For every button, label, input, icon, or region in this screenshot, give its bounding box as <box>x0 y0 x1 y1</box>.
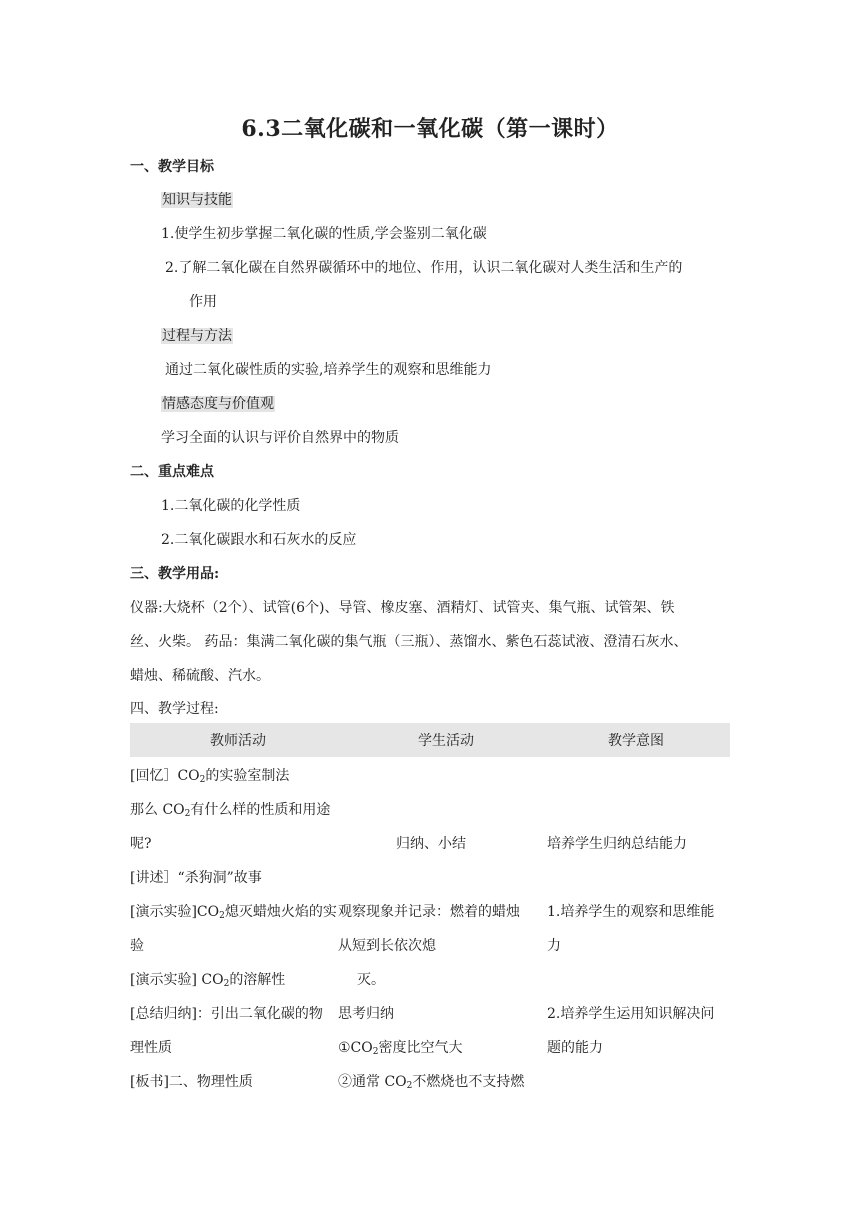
teacher-cell: [总结归纳]：引出二氧化碳的物 <box>130 1006 323 1022</box>
subheading-attitude-text: 情感态度与价值观 <box>162 396 274 412</box>
teacher-cell: 呢? <box>130 836 152 852</box>
column-header-intent: 教学意图 <box>608 733 664 749</box>
key-point-1: 1.二氧化碳的化学性质 <box>161 498 301 514</box>
subheading-knowledge-text: 知识与技能 <box>162 192 232 208</box>
teacher-cell: [演示实验]$CO_2$熄灭蜡烛火焰的实 <box>130 904 337 921</box>
subheading-process-text: 过程与方法 <box>162 328 232 344</box>
intent-cell: 2.培养学生运用知识解决问 <box>547 1006 715 1022</box>
teacher-cell: 那么 $CO_2$有什么样的性质和用途 <box>130 802 331 819</box>
student-cell: 灭。 <box>357 972 385 988</box>
section-heading-process: 四、教学过程: <box>130 701 219 717</box>
student-cell: 思考归纳 <box>338 1006 394 1022</box>
intent-cell: 题的能力 <box>547 1040 603 1056</box>
section-heading-key-points: 二、重点难点 <box>130 464 214 480</box>
student-cell: 观察现象并记录：燃着的蜡烛 <box>338 904 520 920</box>
teacher-cell: 验 <box>130 938 144 954</box>
section-heading-materials: 三、教学用品: <box>130 566 220 582</box>
student-cell: ②通常 $CO_2$不燃烧也不支持燃 <box>338 1074 525 1091</box>
subheading-attitude <box>161 394 275 414</box>
student-cell: $①CO_2$密度比空气大 <box>338 1040 463 1057</box>
attitude-item: 学习全面的认识与评价自然界中的物质 <box>161 430 399 446</box>
teacher-cell: [演示实验] $CO_2$的溶解性 <box>130 972 286 989</box>
intent-cell: 培养学生归纳总结能力 <box>547 836 687 852</box>
materials-line-1: 仪器:大烧杯（2个）、试管(6个)、导管、橡皮塞、酒精灯、试管夹、集气瓶、试管架、铁 <box>130 600 675 616</box>
document-title: 6.3二氧化碳和一氧化碳（第一课时） <box>241 116 619 142</box>
subheading-knowledge <box>161 190 233 210</box>
key-point-2: 2.二氧化碳跟水和石灰水的反应 <box>161 532 357 548</box>
intent-cell: 力 <box>547 938 561 954</box>
objective-item-2: 2.了解二氧化碳在自然界碳循环中的地位、作用，认识二氧化碳对人类生活和生产的 <box>165 260 683 276</box>
section-heading-objectives: 一、教学目标 <box>130 159 214 175</box>
materials-line-2: 丝、火柴。 药品：集满二氧化碳的集气瓶（三瓶）、蒸馏水、紫色石蕊试液、澄清石灰水、 <box>130 634 688 650</box>
teacher-cell: 理性质 <box>130 1040 172 1056</box>
intent-cell: 1.培养学生的观察和思维能 <box>547 904 715 920</box>
materials-line-3: 蜡烛、稀硫酸、汽水。 <box>130 668 270 684</box>
objective-item-1: 1.使学生初步掌握二氧化碳的性质,学会鉴别二氧化碳 <box>161 226 487 242</box>
column-header-teacher: 教师活动 <box>210 733 266 749</box>
subheading-process <box>161 326 233 346</box>
teacher-cell: [讲述］“杀狗洞”故事 <box>130 870 262 886</box>
objective-item-2-cont: 作用 <box>189 294 217 310</box>
teacher-cell: [板书]二、物理性质 <box>130 1074 253 1090</box>
process-item: 通过二氧化碳性质的实验,培养学生的观察和思维能力 <box>165 362 492 378</box>
column-header-student: 学生活动 <box>418 733 474 749</box>
student-cell: 从短到长依次熄 <box>338 938 436 954</box>
teacher-cell: [回忆$]CO_2$的实验室制法 <box>130 768 290 785</box>
table-header <box>130 723 730 757</box>
student-cell: 归纳、小结 <box>396 836 466 852</box>
